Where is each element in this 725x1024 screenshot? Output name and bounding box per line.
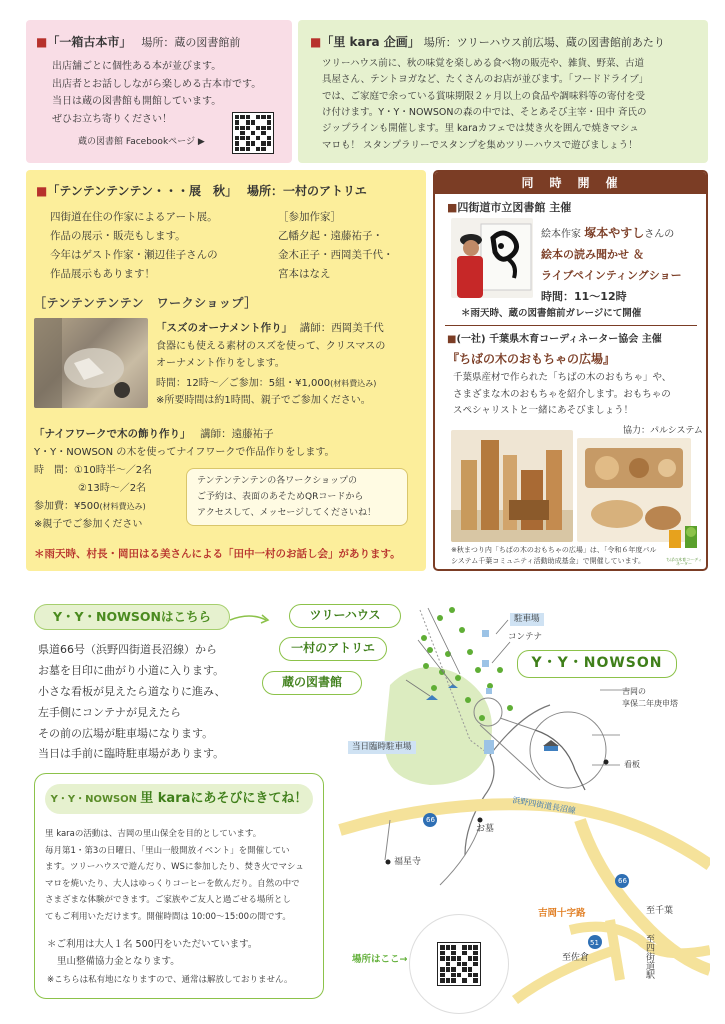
concurrent-panel [433, 170, 708, 571]
library-event [541, 222, 682, 307]
treehouse-label: ツリーハウス [289, 604, 401, 628]
wood-heading: ■(一社) 千葉県木育コーディネーター協会 主催 [447, 334, 662, 345]
ws1-instructor: 講師：西岡美千代 [299, 322, 384, 334]
map-qr-code [437, 942, 481, 986]
author-name: 塚本やすし [584, 226, 645, 240]
bookfair-line: 当日は蔵の図書館も開館しています。 [52, 96, 222, 107]
to-chiba-label: 至千葉 [646, 906, 674, 916]
wood-toys-photo [451, 430, 573, 542]
satokara-title: 「里 kara 企画」 [321, 35, 420, 49]
ws2-fee-note: (材料費込み) [99, 502, 146, 511]
container-label: コンテナ [508, 632, 543, 642]
access-title: Y・Y・NOWSONはこちら [34, 604, 230, 630]
satokara-line: マロも！ スタンプラリーでスタンプを集めツリーハウスで遊びましょう！ [322, 139, 638, 151]
crossing-label: 吉岡十字路 [538, 908, 586, 919]
tenten-line: 四街道在住の作家によるアート展。 [50, 211, 218, 223]
to-sakura-label: 至佐倉 [562, 953, 590, 963]
satokara-heading: ■「里 kara 企画」 場所：ツリーハウス前広場、蔵の図書館前あたり [310, 35, 665, 49]
artist-line: 宮本はなえ [278, 267, 331, 280]
temple-marker [386, 860, 391, 865]
artist-line: 乙幡夕起・遠藤祐子・ [278, 229, 383, 242]
container-marker [482, 660, 489, 667]
ws1-time-text: 時間：12時～／ご参加：5組・¥1,000 [156, 378, 331, 389]
painter-photo [451, 218, 533, 298]
satokara-info-line: さまざまな体験ができます。ご家族やご友人と過ごせる場所とし [45, 895, 291, 906]
property-area [385, 667, 492, 785]
satokara-info-title [45, 784, 313, 814]
ws1-line: 食器にも使える素材のスズを使って、クリスマスの [156, 341, 386, 352]
satokara-info-description [45, 826, 304, 925]
wood-description [453, 370, 671, 420]
access-line: 小さな看板が見えたら道なりに進み、 [38, 684, 226, 698]
concurrent-header: 同 時 開 催 [435, 172, 706, 194]
access-line: 左手側にコンテナが見えたら [38, 705, 181, 719]
monument-label [622, 686, 678, 709]
access-line: その前の広場が駐車場になります。 [38, 726, 214, 740]
route-66-number: 66 [426, 816, 435, 824]
satokara-line: 具屋さん、テントヨガなど、たくさんのお店が並びます。「フードドライブ」 [322, 74, 649, 86]
grave-marker [478, 818, 483, 823]
satokara-info-line: マロを焼いたり、大人はゆっくりコーヒーを飲んだり。自然の中で [45, 878, 300, 889]
road-name-label: 浜野四街道長沼線 [511, 795, 577, 816]
reserve-line: アクセスして、メッセージしてくださいね！ [197, 507, 377, 518]
library-line3: ライブペインティングショー [541, 268, 682, 282]
access-directions [38, 640, 226, 765]
ws1-time [156, 375, 376, 393]
route-51-number: 51 [590, 939, 599, 947]
ws1-title: 「スズのオーナメント作り」 [156, 322, 293, 334]
workshop-heading: ［テンテンテンテン ワークショップ］ [34, 296, 257, 310]
tenten-line: 今年はゲスト作家・瀬辺佳子さんの [50, 248, 218, 261]
wood-organizer: (一社) 千葉県木育コーディネーター協会 主催 [456, 334, 662, 345]
artist-line: 金木正子・西岡美千代・ [278, 248, 394, 261]
ws2-time2: ②13時～／2名 [78, 483, 147, 494]
wood-logo-text: ちばの木育コーディネーター [666, 556, 702, 566]
tenten-title: 「テンテンテンテン・・・展 秋」 [47, 184, 237, 198]
satokara-info-line: ます。ツリーハウスで遊んだり、WSに参加したり、焚き火でマシュ [45, 862, 304, 873]
bookfair-line: 出店舗ごとに個性ある本が並びます。 [52, 61, 222, 72]
satokara-info-line: 里 karaの活動は、吉岡の里山保全を目的としています。 [45, 829, 262, 839]
tenten-artists [278, 208, 394, 284]
facebook-qr-code [232, 112, 274, 154]
library-rain-note: ＊雨天時、蔵の図書館前ガレージにて開催 [461, 308, 642, 319]
atelier-label: 一村のアトリエ [279, 637, 387, 661]
ws2-description: Y・Y・NOWSON の木を使ってナイフワークで作品作りをします。 [34, 447, 335, 458]
tenten-location: 場所：一村のアトリエ [246, 184, 367, 198]
fee-line: ＊ご利用は大人１名 500円をいただいています。 [47, 939, 258, 950]
temp-parking-label: 当日臨時駐車場 [348, 741, 416, 754]
bookfair-panel [26, 20, 292, 163]
wood-cooperation: 協力：パルシステム [623, 426, 703, 436]
grave-label: お墓 [476, 824, 495, 834]
zoom-circle [530, 712, 606, 788]
library-line1c: さんの [644, 229, 675, 240]
tenten-description [50, 208, 218, 284]
private-land-note: ※こちらは私有地になりますので、通常は解放しておりません。 [47, 975, 293, 985]
ws2-instructor: 講師：遠藤祐子 [200, 428, 274, 440]
artists-title: ［参加作家］ [278, 211, 341, 223]
rain-notice: ＊雨天時、村長・岡田はる美さんによる「田中一村のお話し会」があります。 [34, 548, 401, 560]
tenten-line: 作品展示もあります！ [50, 267, 155, 280]
tenten-heading: ■「テンテンテンテン・・・展 秋」 場所：一村のアトリエ [36, 184, 367, 198]
library-title: 四街道市立図書館 主催 [457, 201, 572, 214]
ws2-note: ※親子でご参加ください [34, 519, 143, 530]
reserve-line: テンテンテンテンの各ワークショップの [197, 476, 358, 486]
wood-note-line: システム千葉コミュニティ活動助成基金」で開催しています。 [451, 556, 646, 565]
ws2-time1: 時 間：①10時半～／2名 [34, 465, 153, 476]
nowson-label: Y・Y・NOWSON [517, 650, 677, 678]
satokara-info-panel [34, 773, 324, 999]
temp-parking-marker [484, 740, 494, 754]
ws1-heading [156, 320, 384, 336]
ws2-heading [34, 426, 274, 442]
tenten-line: 作品の展示・販売もします。 [50, 229, 186, 242]
satokara-location: 場所：ツリーハウス前広場、蔵の図書館前あたり [423, 36, 665, 49]
wood-line: スペシャリストと一緒にあそびましょう！ [453, 405, 634, 417]
library-time: 時間：11～12時 [541, 289, 627, 303]
reservation-notice [186, 468, 408, 526]
satokara-line: ツリーハウス前に、秋の味覚を楽しめる食べ物の販売や、雑貨、野菜、古道 [322, 58, 645, 69]
tenten-panel [26, 170, 426, 571]
ws1-note: ※所要時間は約1時間、親子でご参加ください。 [156, 395, 371, 406]
arrow-right-icon [230, 610, 272, 630]
facebook-link[interactable]: 蔵の図書館 Facebookページ ▶ [78, 137, 205, 147]
wood-note-line: ※秋まつり内「ちばの木のおもちゃの広場」は、「令和６年度パル [451, 546, 657, 554]
here-label: 場所はここ→ [352, 954, 408, 965]
bookfair-line: 出店者とお話ししながら楽しめる古本市です。 [52, 78, 262, 90]
access-line: 県道66号（浜野四街道長沼線）から [38, 643, 217, 656]
ws1-time-note: (材料費込み) [330, 379, 377, 388]
wood-funding-note [451, 545, 656, 566]
tin-ornament-photo [34, 318, 148, 408]
library-label: 蔵の図書館 [262, 671, 362, 695]
bookfair-title: 「一箱古本市」 [47, 35, 132, 49]
satokara-panel [298, 20, 708, 163]
satokara-line: け付けます。Y・Y・NOWSONの森の中では、そとあそび主宰・田中 斉氏の [322, 106, 647, 118]
access-line: お墓を目印に曲がり小道に入ります。 [38, 663, 225, 677]
satokara-fee [47, 936, 257, 970]
bookfair-line: ぜひお立ち寄りください！ [52, 113, 172, 125]
satokara-info-main: 里 karaにあそびにきてね！ [140, 791, 308, 806]
wood-coordinator-logo [665, 524, 703, 564]
tree-icon [665, 524, 703, 552]
sign-label: 看板 [624, 760, 640, 769]
monument-line: 享保二年庚申塔 [622, 698, 678, 708]
fee-line: 里山整備協力金となります。 [57, 956, 180, 968]
library-heading: ■四街道市立図書館 主催 [447, 201, 572, 214]
satokara-info-line: 毎月第1・第3の日曜日、「里山一般開放イベント」を開催してい [45, 845, 290, 856]
satokara-info-prefix: Y・Y・NOWSON [50, 794, 138, 805]
library-line2: 絵本の読み聞かせ ＆ [541, 247, 644, 261]
ws2-title: 「ナイフワークで木の飾り作り」 [34, 428, 191, 440]
library-line1a: 絵本作家 [541, 229, 581, 240]
ws1-line: オーナメント作りをします。 [156, 358, 285, 369]
access-line: 当日は手前に臨時駐車場があります。 [38, 747, 225, 761]
monument-line: 吉岡の [622, 687, 646, 696]
ws2-fee: 参加費：¥500 [34, 501, 100, 512]
bookfair-description [52, 58, 261, 128]
bookfair-heading: ■「一箱古本市」 場所：蔵の図書館前 [36, 35, 241, 49]
wood-line: さまざまな木のおもちゃを紹介します。おもちゃの [453, 388, 671, 400]
wood-event-name: 『ちばの木のおもちゃの広場』 [447, 352, 616, 366]
route-66-number-2: 66 [618, 877, 627, 885]
ws1-description [156, 338, 385, 372]
satokara-description [322, 56, 648, 154]
satokara-line: ジップラインも開催します。里 karaカフェでは焚き火を囲んで焼きマシュ [322, 123, 639, 135]
ws2-details [34, 462, 152, 534]
parking-marker [482, 630, 489, 637]
satokara-line: では、ご家庭で余っている賞味期限２ヶ月以上の食品や調味料等の寄付を受 [322, 90, 646, 102]
parking-label: 駐車場 [510, 613, 544, 626]
to-station-label: 至四街道駅 [644, 934, 654, 979]
temple-label: 福星寺 [394, 857, 422, 867]
bookfair-location: 場所：蔵の図書館前 [141, 36, 241, 49]
wood-line: 千葉県産材で作られた「ちばの木のおもちゃ」や、 [453, 372, 672, 383]
reserve-line: ご予約は、表面のあそためQRコードから [197, 491, 364, 502]
divider [445, 325, 697, 326]
satokara-info-line: てもご利用いただけます。開催時間は 10:00～15:00の間です。 [45, 911, 291, 922]
